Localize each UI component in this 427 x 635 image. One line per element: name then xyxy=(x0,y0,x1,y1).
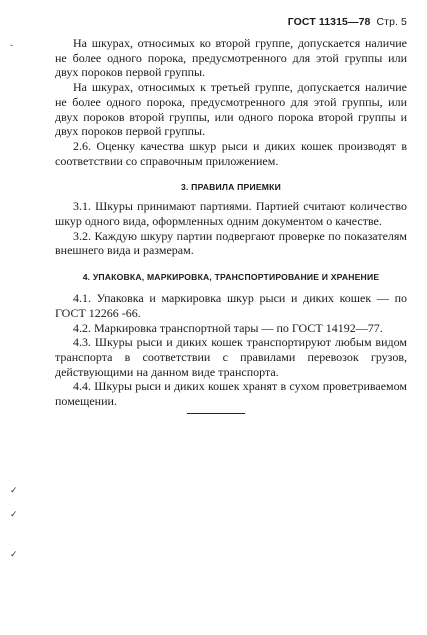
section-heading-acceptance: 3. ПРАВИЛА ПРИЕМКИ xyxy=(181,182,281,193)
page-number: Стр. 5 xyxy=(376,16,407,28)
margin-mark: ✓ xyxy=(10,485,18,495)
section-heading-packaging: 4. УПАКОВКА, МАРКИРОВКА, ТРАНСПОРТИРОВАНИЕ И ХРАНЕНИЕ xyxy=(82,272,380,283)
paragraph: 4.3. Шкуры рыси и диких кошек транспортируют любым видом транспорта в соответствии с правилами перевозок грузов, действующими на данном виде транспорта. xyxy=(55,335,407,379)
document-body xyxy=(55,36,407,409)
paragraph: 4.2. Маркировка транспортной тары — по ГОСТ 14192—77. xyxy=(73,320,383,335)
paragraph: 2.6. Оценку качества шкур рыси и диких кошек производят в соответствии со справочным приложением. xyxy=(55,138,407,168)
margin-mark: ✓ xyxy=(10,509,18,519)
paragraph: На шкурах, относимых к третьей группе, допускается наличие не более одного порока, предусмотренного для этой группы, или двух пороков второй группы, или одного порока второй группы и двух пороков первой группы. xyxy=(55,80,407,139)
paragraph: 4.4. Шкуры рыси и диких кошек хранят в сухом проветриваемом помещении. xyxy=(55,379,407,409)
paragraph: 3.1. Шкуры принимают партиями. Партией считают количество шкур одного вида, оформленных одним документом о качестве. xyxy=(55,199,407,229)
margin-mark: ✓ xyxy=(10,549,18,559)
page-header xyxy=(288,16,407,28)
standard-number: ГОСТ 11315—78 xyxy=(287,16,371,28)
margin-mark: - xyxy=(10,40,13,50)
paragraph: На шкурах, относимых ко второй группе, допускается наличие не более одного порока, предусмотренного для этой группы или двух пороков первой группы. xyxy=(55,36,407,80)
end-of-text-rule xyxy=(187,413,245,414)
paragraph: 3.2. Каждую шкуру партии подвергают проверке по показателям внешнего вида и размерам. xyxy=(55,228,407,258)
paragraph: 4.1. Упаковка и маркировка шкур рыси и диких кошек — по ГОСТ 12266 -66. xyxy=(55,291,407,320)
